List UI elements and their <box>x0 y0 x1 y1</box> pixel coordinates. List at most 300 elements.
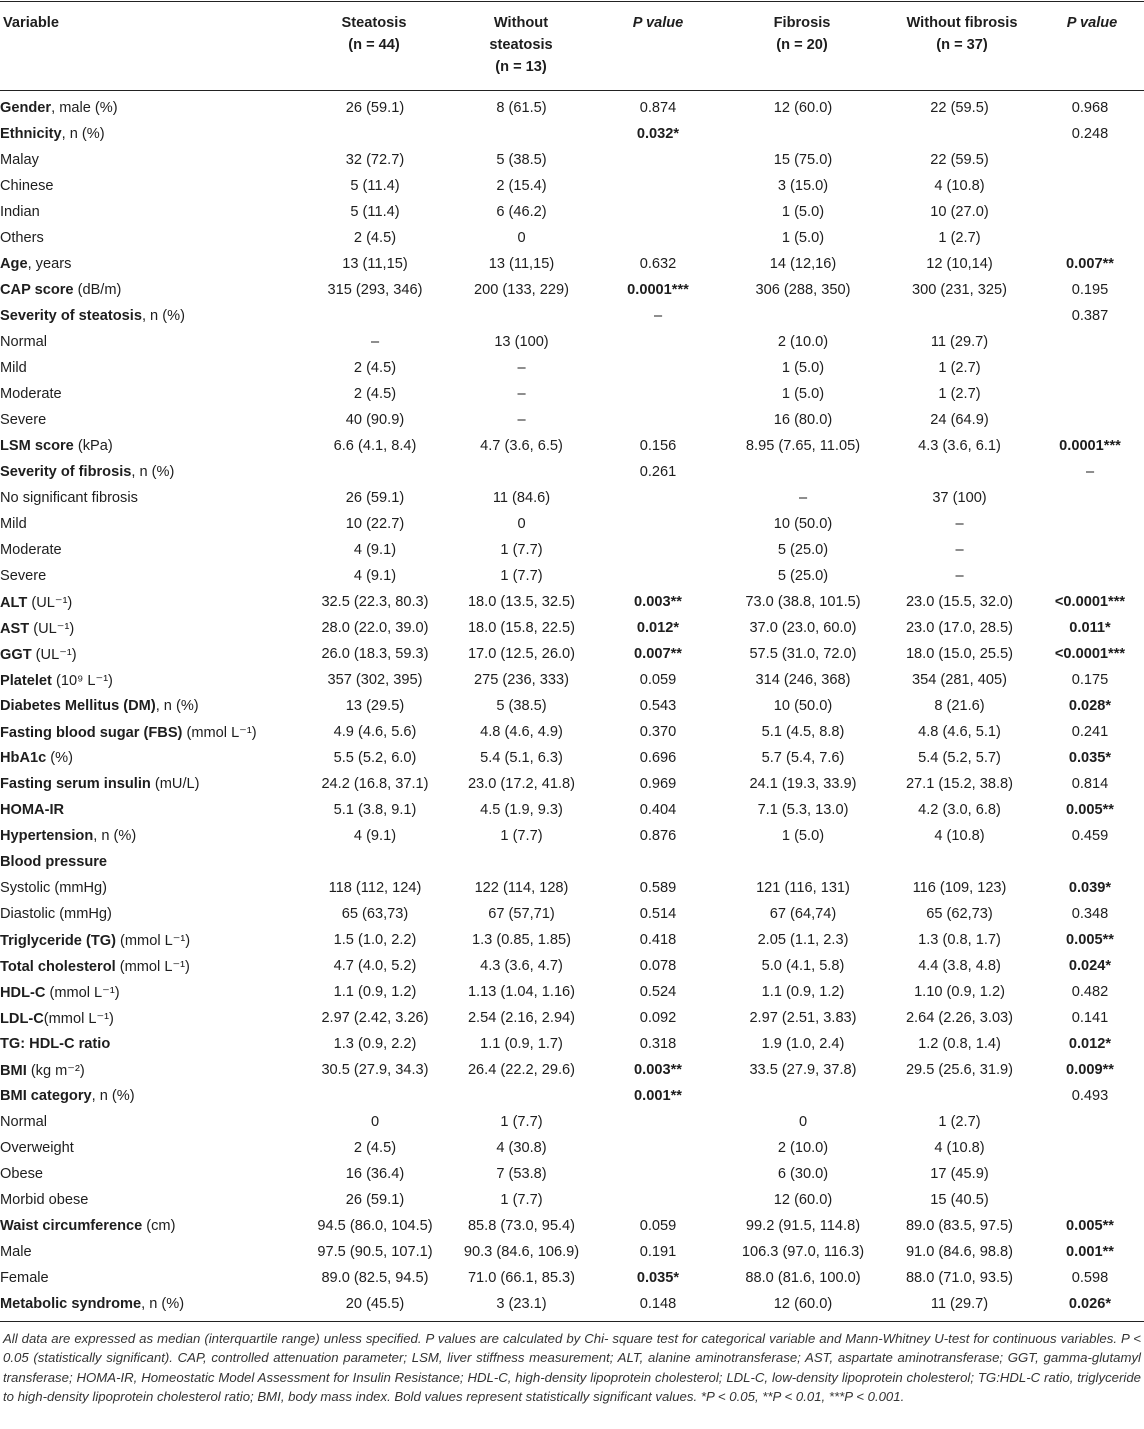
without-steatosis-cell: 122 (114, 128) <box>474 880 569 896</box>
without-steatosis-cell <box>450 849 593 875</box>
variable-unit: (mmol L⁻¹) <box>45 984 120 1001</box>
table-row <box>0 355 1144 381</box>
p-value-steatosis-cell: 0.874 <box>639 100 677 116</box>
fibrosis-cell: 12 (60.0) <box>773 100 833 116</box>
variable-name: Waist circumference <box>0 1218 143 1234</box>
table-row <box>0 433 1144 459</box>
without-steatosis-cell: 26.4 (22.2, 29.6) <box>467 1062 576 1078</box>
p-value-steatosis-cell <box>593 511 723 537</box>
p-value-steatosis-cell: 0.078 <box>639 958 677 974</box>
header-fibrosis-title: Fibrosis <box>773 15 831 31</box>
row-label <box>0 355 300 381</box>
row-label <box>0 381 300 407</box>
without-fibrosis-cell <box>883 1083 1036 1109</box>
fibrosis-cell: 7.1 (5.3, 13.0) <box>757 802 849 818</box>
without-steatosis-cell: 1.1 (0.9, 1.7) <box>480 1036 563 1052</box>
table-row <box>0 329 1144 355</box>
p-value-fibrosis-cell <box>1036 199 1144 225</box>
variable-name: Mild <box>0 516 27 532</box>
fibrosis-cell: 5.7 (5.4, 7.6) <box>761 750 845 766</box>
without-fibrosis-cell: 4.8 (4.6, 5.1) <box>918 724 1001 740</box>
without-steatosis-cell: 0 <box>517 516 526 532</box>
variable-name: Normal <box>0 334 48 350</box>
p-value-fibrosis-cell: 0.482 <box>1071 984 1109 1000</box>
without-steatosis-cell: 17.0 (12.5, 26.0) <box>467 646 576 662</box>
row-label <box>0 1083 300 1109</box>
steatosis-cell: 5 (11.4) <box>350 178 400 194</box>
p-value-steatosis-cell: 0.059 <box>639 672 677 688</box>
p-value-fibrosis-cell: 0.012* <box>1068 1036 1112 1052</box>
steatosis-cell: 32.5 (22.3, 80.3) <box>321 594 429 610</box>
without-fibrosis-cell <box>883 303 1036 329</box>
row-label <box>0 1291 300 1317</box>
without-steatosis-cell: 6 (46.2) <box>496 204 547 220</box>
steatosis-cell: 97.5 (90.5, 107.1) <box>317 1244 433 1260</box>
without-fibrosis-cell: 300 (231, 325) <box>912 282 1007 298</box>
table-row <box>0 719 1144 745</box>
variable-name: Systolic (mmHg) <box>0 880 108 896</box>
steatosis-cell: 0 <box>370 1114 380 1130</box>
fibrosis-cell: 16 (80.0) <box>773 412 833 428</box>
without-fibrosis-cell: 23.0 (15.5, 32.0) <box>905 594 1014 610</box>
without-steatosis-cell <box>450 121 593 147</box>
without-steatosis-cell: 4.3 (3.6, 4.7) <box>480 958 563 974</box>
p-value-fibrosis-cell: 0.493 <box>1071 1088 1109 1104</box>
variable-name: CAP score <box>0 282 74 298</box>
steatosis-cell: 13 (11,15) <box>342 256 408 272</box>
p-value-steatosis-cell: 0.876 <box>639 828 677 844</box>
p-value-steatosis-cell <box>593 1161 723 1187</box>
table-row <box>0 1109 1144 1135</box>
table-row <box>0 1031 1144 1057</box>
p-value-fibrosis-cell <box>1036 1109 1144 1135</box>
variable-name: Age <box>0 256 28 272</box>
table-row <box>0 459 1144 485</box>
without-fibrosis-cell: 1.3 (0.8, 1.7) <box>918 932 1001 948</box>
table-row <box>0 1005 1144 1031</box>
p-value-steatosis-cell <box>593 147 723 173</box>
without-steatosis-cell: 2.54 (2.16, 2.94) <box>467 1010 576 1026</box>
header-p-value-2: P value <box>1066 15 1118 31</box>
row-label <box>0 641 300 667</box>
steatosis-cell: 10 (22.7) <box>345 516 405 532</box>
row-label <box>0 199 300 225</box>
row-label <box>0 329 300 355</box>
bottom-rule <box>0 1321 1144 1322</box>
variable-name: ALT <box>0 594 28 611</box>
row-label <box>0 95 300 121</box>
table-body <box>0 95 1144 1317</box>
table-row <box>0 875 1144 901</box>
variable-name: Ethnicity <box>0 126 62 142</box>
fibrosis-cell: 57.5 (31.0, 72.0) <box>749 646 857 662</box>
variable-unit: , n (%) <box>131 464 175 480</box>
p-value-steatosis-cell: 0.524 <box>639 984 677 1000</box>
variable-name: Morbid obese <box>0 1192 89 1208</box>
steatosis-cell: 1.1 (0.9, 1.2) <box>333 984 417 1000</box>
top-rule <box>0 1 1144 2</box>
p-value-steatosis-cell <box>593 199 723 225</box>
row-label <box>0 251 300 277</box>
fibrosis-cell: 1 (5.0) <box>781 386 825 402</box>
row-label <box>0 147 300 173</box>
without-fibrosis-cell: 1 (2.7) <box>938 360 981 376</box>
without-steatosis-cell: 1 (7.7) <box>500 568 543 584</box>
fibrosis-cell: 3 (15.0) <box>777 178 829 194</box>
without-fibrosis-cell: 29.5 (25.6, 31.9) <box>905 1062 1014 1078</box>
without-fibrosis-cell <box>883 849 1036 875</box>
row-label <box>0 277 300 303</box>
fibrosis-cell: 12 (60.0) <box>773 1192 833 1208</box>
without-steatosis-cell: 71.0 (66.1, 85.3) <box>467 1270 576 1286</box>
p-value-fibrosis-cell: 0.024* <box>1068 958 1112 974</box>
row-label <box>0 849 300 875</box>
p-value-fibrosis-cell: – <box>1085 464 1095 480</box>
without-steatosis-cell: 4.8 (4.6, 4.9) <box>480 724 563 740</box>
p-value-fibrosis-cell: <0.0001*** <box>1054 594 1126 610</box>
steatosis-cell: 89.0 (82.5, 94.5) <box>321 1270 429 1286</box>
without-steatosis-cell: 5.4 (5.1, 6.3) <box>480 750 563 766</box>
steatosis-cell: 26 (59.1) <box>345 490 405 506</box>
fibrosis-cell: 314 (246, 368) <box>755 672 851 688</box>
without-fibrosis-cell: 5.4 (5.2, 5.7) <box>918 750 1001 766</box>
without-steatosis-cell: 1 (7.7) <box>500 1114 543 1130</box>
row-label <box>0 433 300 459</box>
variable-unit: , male (%) <box>51 100 118 116</box>
variable-unit: , n (%) <box>141 1296 185 1312</box>
variable-name: Severity of fibrosis <box>0 464 132 480</box>
table-row <box>0 953 1144 979</box>
steatosis-cell: 4 (9.1) <box>353 568 397 584</box>
p-value-fibrosis-cell: 0.011* <box>1069 620 1111 636</box>
header-variable: Variable <box>3 15 59 31</box>
variable-name: LDL-C <box>0 1010 44 1027</box>
p-value-steatosis-cell <box>593 485 723 511</box>
without-steatosis-cell: 85.8 (73.0, 95.4) <box>467 1218 576 1234</box>
steatosis-cell: 2 (4.5) <box>353 230 397 246</box>
fibrosis-cell: 5 (25.0) <box>777 568 829 584</box>
steatosis-cell: 32 (72.7) <box>345 152 405 168</box>
p-value-steatosis-cell: 0.0001*** <box>627 282 689 298</box>
without-fibrosis-cell: – <box>955 516 964 532</box>
fibrosis-cell: 99.2 (91.5, 114.8) <box>745 1218 861 1234</box>
variable-name: Diastolic (mmHg) <box>0 906 112 922</box>
variable-unit: (mmol L⁻¹) <box>43 1010 114 1027</box>
without-fibrosis-cell: – <box>955 542 964 558</box>
table-row <box>0 537 1144 563</box>
without-fibrosis-cell: 89.0 (83.5, 97.5) <box>905 1218 1014 1234</box>
row-label <box>0 121 300 147</box>
without-steatosis-cell: 1 (7.7) <box>500 1192 543 1208</box>
steatosis-cell: 26 (59.1) <box>345 100 405 116</box>
variable-unit: , n (%) <box>61 126 105 142</box>
without-fibrosis-cell: 11 (29.7) <box>930 1296 989 1312</box>
p-value-steatosis-cell <box>593 381 723 407</box>
without-steatosis-cell: 1 (7.7) <box>500 828 543 844</box>
header-fibrosis <box>774 12 831 56</box>
fibrosis-cell: 106.3 (97.0, 116.3) <box>741 1244 865 1260</box>
header-without-steatosis <box>489 12 552 78</box>
steatosis-cell: 4.7 (4.0, 5.2) <box>333 958 417 974</box>
table-row <box>0 381 1144 407</box>
table-row <box>0 979 1144 1005</box>
header-without-steatosis-line2: steatosis <box>489 37 553 53</box>
p-value-fibrosis-cell: 0.195 <box>1071 282 1109 298</box>
fibrosis-cell: 1 (5.0) <box>781 230 825 246</box>
table-row <box>0 589 1144 615</box>
row-label <box>0 901 300 927</box>
without-fibrosis-cell: 4 (10.8) <box>934 828 985 844</box>
row-label <box>0 927 300 953</box>
fibrosis-cell: 1 (5.0) <box>781 828 825 844</box>
without-fibrosis-cell: 17 (45.9) <box>930 1166 989 1182</box>
without-fibrosis-cell: 11 (29.7) <box>930 334 989 350</box>
steatosis-cell <box>300 1083 450 1109</box>
without-steatosis-cell: 200 (133, 229) <box>474 282 569 298</box>
p-value-fibrosis-cell: 0.387 <box>1071 308 1109 324</box>
table-row <box>0 1265 1144 1291</box>
p-value-fibrosis-cell: <0.0001*** <box>1054 646 1126 662</box>
without-steatosis-cell: – <box>517 386 526 402</box>
variable-name: Malay <box>0 152 39 168</box>
without-fibrosis-cell: 37 (100) <box>932 490 987 506</box>
fibrosis-cell: 1.9 (1.0, 2.4) <box>761 1036 845 1052</box>
row-label <box>0 1187 300 1213</box>
p-value-steatosis-cell <box>593 173 723 199</box>
row-label <box>0 459 300 485</box>
p-value-fibrosis-cell <box>1036 173 1144 199</box>
p-value-fibrosis-cell <box>1036 407 1144 433</box>
fibrosis-cell: 0 <box>798 1114 808 1130</box>
row-label <box>0 979 300 1005</box>
table-row <box>0 1213 1144 1239</box>
variable-unit: (mmol L⁻¹) <box>115 958 190 975</box>
p-value-steatosis-cell: 0.007** <box>634 646 682 662</box>
fibrosis-cell <box>723 1083 883 1109</box>
without-steatosis-cell: 5 (38.5) <box>496 698 547 714</box>
p-value-fibrosis-cell <box>1036 485 1144 511</box>
without-fibrosis-cell: 354 (281, 405) <box>912 672 1007 688</box>
without-fibrosis-cell: 1 (2.7) <box>938 230 981 246</box>
fibrosis-cell: 33.5 (27.9, 37.8) <box>749 1062 857 1078</box>
steatosis-cell: 2 (4.5) <box>353 360 397 376</box>
header-rule <box>0 90 1144 91</box>
table-row <box>0 615 1144 641</box>
table-row <box>0 1187 1144 1213</box>
p-value-steatosis-cell: 0.003** <box>634 594 682 610</box>
p-value-fibrosis-cell <box>1036 511 1144 537</box>
fibrosis-cell: 37.0 (23.0, 60.0) <box>749 620 857 636</box>
p-value-steatosis-cell <box>593 1109 723 1135</box>
variable-name: GGT <box>0 646 32 663</box>
fibrosis-cell: 2.05 (1.1, 2.3) <box>757 932 849 948</box>
row-label <box>0 615 300 641</box>
variable-name: Moderate <box>0 386 62 402</box>
steatosis-cell: 65 (63,73) <box>341 906 409 922</box>
without-steatosis-cell: 67 (57,71) <box>488 906 555 922</box>
without-steatosis-cell: 18.0 (15.8, 22.5) <box>467 620 576 636</box>
without-fibrosis-cell: 116 (109, 123) <box>912 880 1007 896</box>
without-fibrosis-cell: 10 (27.0) <box>930 204 989 220</box>
steatosis-cell: 20 (45.5) <box>345 1296 405 1312</box>
variable-unit: , n (%) <box>93 828 137 844</box>
p-value-steatosis-cell: 0.318 <box>639 1036 677 1052</box>
without-fibrosis-cell: 24 (64.9) <box>930 412 989 428</box>
header-without-fibrosis-title: Without fibrosis <box>906 15 1018 31</box>
p-value-fibrosis-cell <box>1036 381 1144 407</box>
row-label <box>0 719 300 745</box>
table-row <box>0 563 1144 589</box>
steatosis-cell: 118 (112, 124) <box>328 880 422 896</box>
variable-name: Obese <box>0 1166 43 1182</box>
p-value-steatosis-cell <box>593 537 723 563</box>
row-label <box>0 407 300 433</box>
steatosis-cell: 5.1 (3.8, 9.1) <box>333 802 417 818</box>
p-value-fibrosis-cell: 0.039* <box>1068 880 1112 896</box>
steatosis-cell: 1.3 (0.9, 2.2) <box>333 1036 417 1052</box>
header-without-steatosis-line1: Without <box>493 15 549 31</box>
p-value-steatosis-cell <box>593 1187 723 1213</box>
without-steatosis-cell: 11 (84.6) <box>492 490 551 506</box>
p-value-fibrosis-cell: 0.175 <box>1071 672 1109 688</box>
variable-name: Chinese <box>0 178 54 194</box>
p-value-steatosis-cell <box>593 329 723 355</box>
fibrosis-cell: – <box>798 490 808 506</box>
without-steatosis-cell <box>450 459 593 485</box>
table-row <box>0 251 1144 277</box>
steatosis-cell: 5 (11.4) <box>350 204 400 220</box>
table-row <box>0 1161 1144 1187</box>
without-steatosis-cell: – <box>517 412 526 428</box>
fibrosis-cell: 5.1 (4.5, 8.8) <box>761 724 845 740</box>
variable-unit: (UL⁻¹) <box>29 620 75 637</box>
without-fibrosis-cell: 22 (59.5) <box>930 152 989 168</box>
without-fibrosis-cell: – <box>955 568 964 584</box>
variable-unit: (%) <box>46 750 73 766</box>
steatosis-cell: 4 (9.1) <box>353 828 397 844</box>
fibrosis-cell: 2 (10.0) <box>777 1140 829 1156</box>
p-value-fibrosis-cell: 0.968 <box>1071 100 1109 116</box>
steatosis-cell: 26 (59.1) <box>345 1192 405 1208</box>
variable-name: Others <box>0 230 44 246</box>
variable-name: Severity of steatosis <box>0 308 142 324</box>
variable-name: TG: HDL-C ratio <box>0 1036 111 1052</box>
variable-name: Male <box>0 1244 32 1260</box>
steatosis-cell: 13 (29.5) <box>345 698 405 714</box>
row-label <box>0 303 300 329</box>
steatosis-cell: 26.0 (18.3, 59.3) <box>321 646 429 662</box>
p-value-steatosis-cell: 0.059 <box>639 1218 677 1234</box>
steatosis-cell: 28.0 (22.0, 39.0) <box>321 620 429 636</box>
table-row <box>0 1239 1144 1265</box>
header-fibrosis-n: (n = 20) <box>776 37 828 53</box>
row-label <box>0 667 300 693</box>
row-label <box>0 875 300 901</box>
p-value-steatosis-cell: 0.632 <box>639 256 677 272</box>
steatosis-cell: 4.9 (4.6, 5.6) <box>333 724 417 740</box>
steatosis-cell: 6.6 (4.1, 8.4) <box>333 438 417 454</box>
p-value-steatosis-cell: 0.543 <box>639 698 677 714</box>
variable-unit: (mmol L⁻¹) <box>115 932 191 949</box>
fibrosis-cell: 15 (75.0) <box>773 152 833 168</box>
without-fibrosis-cell: 2.64 (2.26, 3.03) <box>905 1010 1014 1026</box>
p-value-fibrosis-cell: 0.009** <box>1066 1062 1114 1078</box>
without-fibrosis-cell: 65 (62,73) <box>926 906 993 922</box>
without-steatosis-cell: 13 (100) <box>494 334 549 350</box>
fibrosis-cell <box>723 849 883 875</box>
variable-name: HbA1c <box>0 750 47 766</box>
variable-name: Fasting blood sugar (FBS) <box>0 724 183 741</box>
table-row <box>0 1291 1144 1317</box>
without-steatosis-cell: 4.7 (3.6, 6.5) <box>480 438 563 454</box>
without-steatosis-cell: 275 (236, 333) <box>474 672 569 688</box>
variable-name: BMI <box>0 1062 27 1079</box>
steatosis-cell: 40 (90.9) <box>345 412 405 428</box>
p-value-fibrosis-cell <box>1036 849 1144 875</box>
p-value-fibrosis-cell <box>1036 355 1144 381</box>
variable-unit: (10⁹ L⁻¹) <box>51 672 113 689</box>
table-row <box>0 121 1144 147</box>
row-label <box>0 771 300 797</box>
row-label <box>0 1109 300 1135</box>
without-steatosis-cell: 1.3 (0.85, 1.85) <box>472 932 571 948</box>
fibrosis-cell: 5 (25.0) <box>777 542 829 558</box>
table-row <box>0 797 1144 823</box>
steatosis-cell: 4 (9.1) <box>353 542 397 558</box>
p-value-steatosis-cell <box>593 355 723 381</box>
variable-unit: (dB/m) <box>73 282 122 298</box>
steatosis-cell <box>300 849 450 875</box>
variable-unit: (kPa) <box>73 438 113 454</box>
row-label <box>0 589 300 615</box>
fibrosis-cell: 2.97 (2.51, 3.83) <box>749 1010 857 1026</box>
row-label <box>0 823 300 849</box>
p-value-fibrosis-cell: 0.598 <box>1071 1270 1109 1286</box>
variable-name: HOMA-IR <box>0 802 65 818</box>
variable-name: HDL-C <box>0 984 46 1001</box>
fibrosis-cell: 24.1 (19.3, 33.9) <box>749 776 857 792</box>
table-row <box>0 641 1144 667</box>
variable-name: Indian <box>0 204 40 220</box>
p-value-steatosis-cell <box>593 407 723 433</box>
variable-name: Overweight <box>0 1140 74 1156</box>
table-row <box>0 1057 1144 1083</box>
p-value-fibrosis-cell: 0.348 <box>1071 906 1109 922</box>
steatosis-cell: 1.5 (1.0, 2.2) <box>333 932 417 948</box>
steatosis-cell: 16 (36.4) <box>345 1166 405 1182</box>
steatosis-cell: 94.5 (86.0, 104.5) <box>317 1218 433 1234</box>
without-steatosis-cell: – <box>517 360 526 376</box>
p-value-steatosis-cell: 0.404 <box>639 802 677 818</box>
table-row <box>0 511 1144 537</box>
variable-name: Total cholesterol <box>0 958 116 975</box>
p-value-steatosis-cell: 0.696 <box>639 750 677 766</box>
p-value-steatosis-cell: – <box>653 308 663 324</box>
steatosis-cell: 2 (4.5) <box>353 1140 397 1156</box>
p-value-fibrosis-cell: 0.028* <box>1068 698 1112 714</box>
table-row <box>0 199 1144 225</box>
without-fibrosis-cell: 4 (10.8) <box>934 1140 985 1156</box>
steatosis-cell: 24.2 (16.8, 37.1) <box>321 776 429 792</box>
variable-unit: (UL⁻¹) <box>27 594 73 611</box>
row-label <box>0 1005 300 1031</box>
fibrosis-cell: 6 (30.0) <box>777 1166 829 1182</box>
variable-unit: , n (%) <box>141 308 185 324</box>
variable-name: Diabetes Mellitus (DM) <box>0 698 156 714</box>
without-steatosis-cell: 5 (38.5) <box>496 152 547 168</box>
table-row <box>0 303 1144 329</box>
without-fibrosis-cell: 27.1 (15.2, 38.8) <box>905 776 1014 792</box>
